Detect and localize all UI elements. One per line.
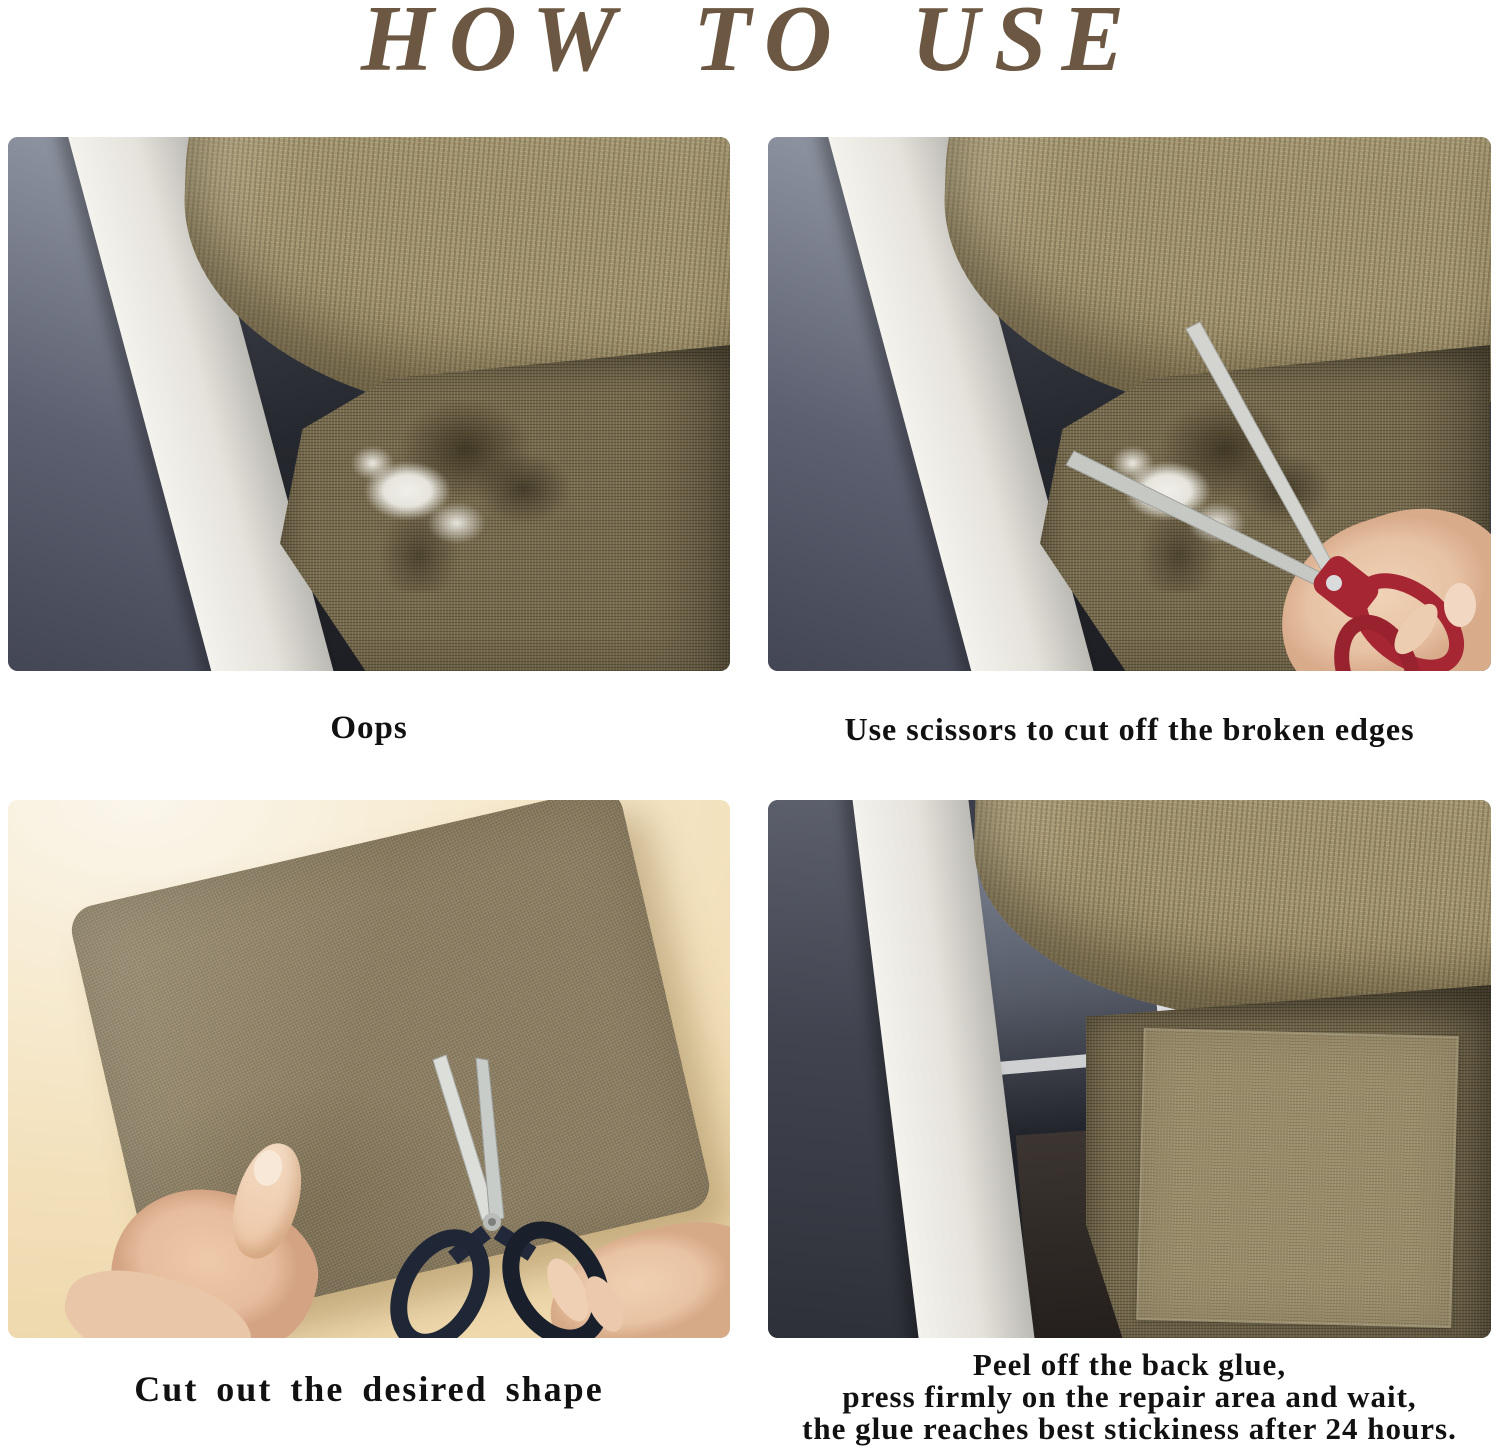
step4-photo-patch-applied xyxy=(768,800,1491,1338)
step3-caption: Cut out the desired shape xyxy=(134,1369,604,1409)
step2-photo-scissors-trimming xyxy=(768,137,1491,671)
step4-caption xyxy=(768,1349,1491,1445)
black-scissors-icon xyxy=(8,800,730,1338)
applied-repair-patch xyxy=(1136,1028,1459,1328)
step3-photo-cutting-patch xyxy=(8,800,730,1338)
step2-caption: Use scissors to cut off the broken edges xyxy=(844,711,1415,747)
page-title: HOW TO USE xyxy=(360,0,1140,91)
red-scissors-icon xyxy=(768,137,1491,671)
torn-spot-with-stuffing xyxy=(303,362,593,592)
step1-photo-damaged-couch xyxy=(8,137,730,671)
step4-caption-line1: Peel off the back glue, xyxy=(972,1347,1287,1382)
step1-caption: Oops xyxy=(330,710,408,746)
step4-caption-line2: press firmly on the repair area and wait, xyxy=(842,1379,1417,1414)
step4-caption-line3: the glue reaches best stickiness after 24 hours. xyxy=(802,1411,1457,1446)
